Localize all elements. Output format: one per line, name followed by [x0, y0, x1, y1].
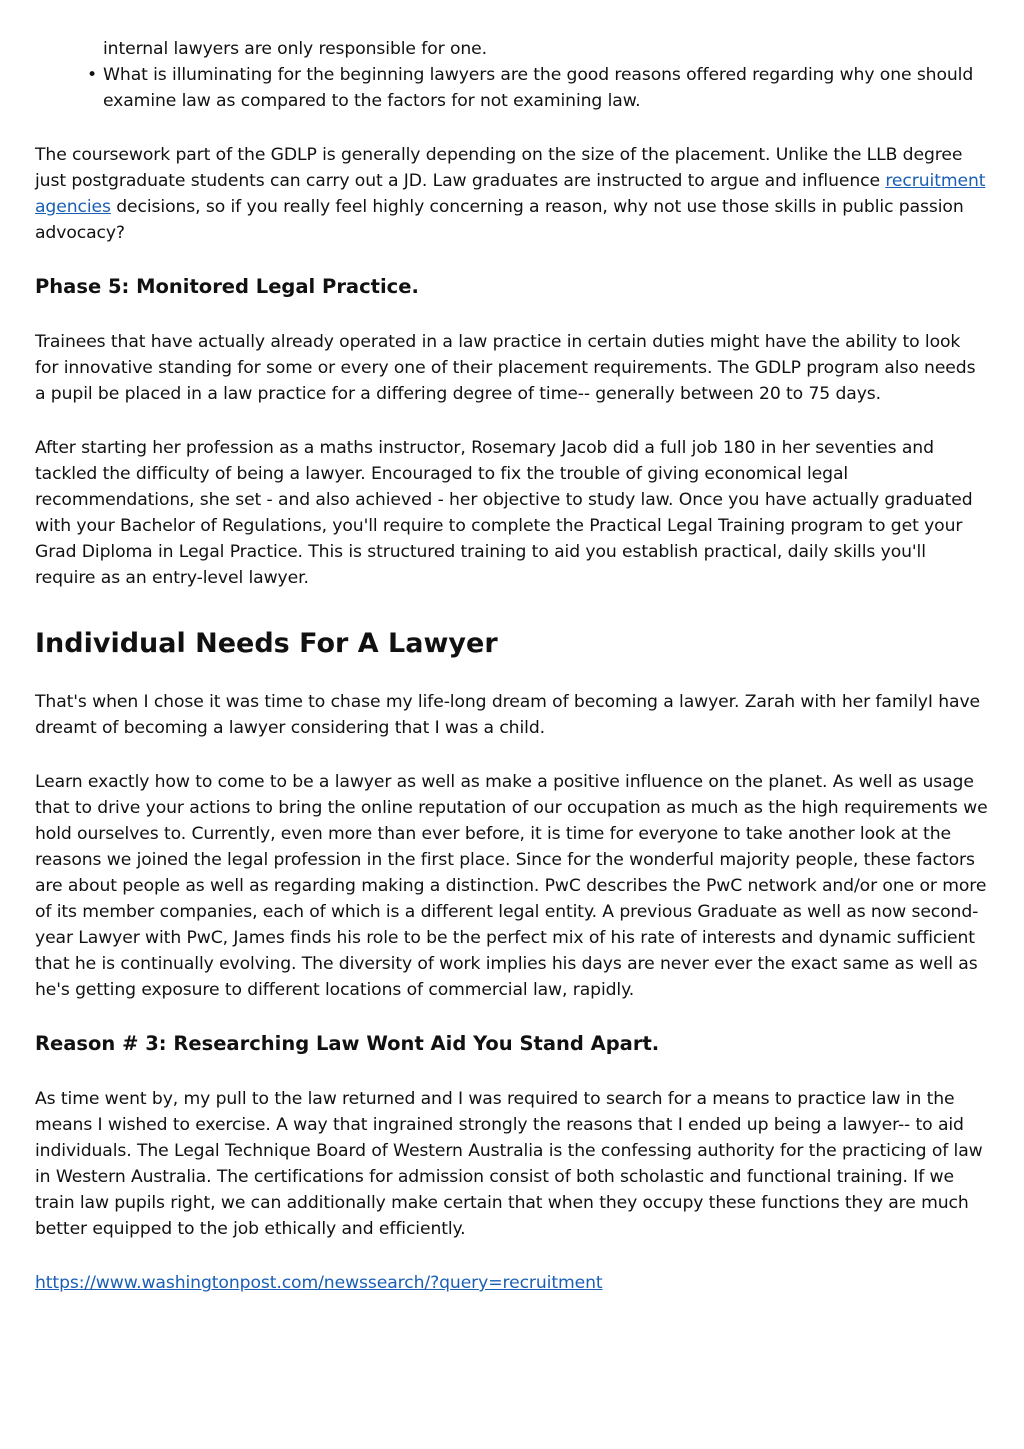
paragraph-text: decisions, so if you really feel highly concerning a reason, why not use those skills in public passion advocacy?: [35, 197, 964, 243]
paragraph-coursework: [35, 142, 988, 246]
paragraph-text: The coursework part of the GDLP is generally depending on the size of the placement. Unlike the LLB degree just postgraduate students can carry out a JD. Law graduates are instructed to argue and influence: [35, 145, 963, 191]
heading-phase-5: Phase 5: Monitored Legal Practice.: [35, 275, 419, 298]
washingtonpost-link[interactable]: https://www.washingtonpost.com/newssearch/?query=recruitment: [35, 1273, 603, 1293]
bullet-list: [35, 36, 988, 114]
heading-reason-3: Reason # 3: Researching Law Wont Aid You Stand Apart.: [35, 1032, 660, 1055]
paragraph-trainees: Trainees that have actually already operated in a law practice in certain duties might have the ability to look for innovative standing for some or every one of their placement requirements. The GDLP program also needs a pupil be placed in a law practice for a differing degree of time-- generally between 20 to 75 days.: [35, 332, 976, 404]
footer-link-paragraph: [35, 1270, 988, 1296]
paragraph-time-went-by: As time went by, my pull to the law returned and I was required to search for a means to practice law in the means I wished to exercise. A way that ingrained strongly the reasons that I ended up being a lawyer-- to aid individuals. The Legal Technique Board of Western Australia is the confessing authority for the practicing of law in Western Australia. The certifications for admission consist of both scholastic and functional training. If we train law pupils right, we can additionally make certain that when they occupy these functions they are much better equipped to the job ethically and efficiently.: [35, 1089, 983, 1239]
recruitment-agencies-link[interactable]: recruitment agencies: [35, 171, 986, 217]
paragraph-positive-influence: Learn exactly how to come to be a lawyer as well as make a positive influence on the planet. As well as usage that to drive your actions to bring the online reputation of our occupation as much as the high requirements we hold ourselves to. Currently, even more than ever before, it is time for everyone to take another look at the reasons we joined the legal profession in the first place. Since for the wonderful majority people, these factors are about people as well as regarding making a distinction. PwC describes the PwC network and/or one or more of its member companies, each of which is a different legal entity. A previous Graduate as well as now second-year Lawyer with PwC, James finds his role to be the perfect mix of his rate of interests and dynamic sufficient that he is continually evolving. The diversity of work implies his days are never ever the exact same as well as he's getting exposure to different locations of commercial law, rapidly.: [35, 772, 988, 1000]
paragraph-life-long-dream: That's when I chose it was time to chase my life-long dream of becoming a lawyer. Zarah with her familyI have dreamt of becoming a lawyer considering that I was a child.: [35, 692, 980, 738]
heading-individual-needs: Individual Needs For A Lawyer: [35, 628, 498, 659]
bullet-continuation: internal lawyers are only responsible for one.: [103, 39, 488, 59]
paragraph-rosemary: After starting her profession as a maths instructor, Rosemary Jacob did a full job 180 in her seventies and tackled the difficulty of being a lawyer. Encouraged to fix the trouble of giving economical legal recommendations, she set - and also achieved - her objective to study law. Once you have actually graduated with your Bachelor of Regulations, you'll require to complete the Practical Legal Training program to get your Grad Diploma in Legal Practice. This is structured training to aid you establish practical, daily skills you'll require as an entry-level lawyer.: [35, 438, 973, 588]
bullet-item: • What is illuminating for the beginning lawyers are the good reasons offered regarding why one should examine law as compared to the factors for not examining law.: [103, 62, 988, 114]
